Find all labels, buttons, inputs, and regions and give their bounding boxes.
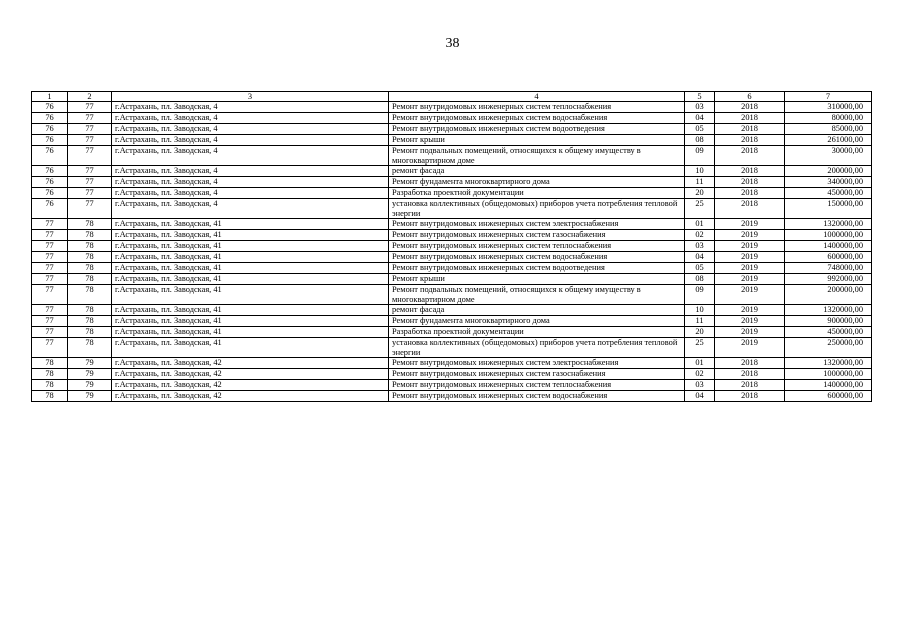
year-cell: 2018 [715, 369, 785, 380]
work-type-cell: Ремонт внутридомовых инженерных систем электроснабжения [389, 219, 685, 230]
row-number-cell: 77 [32, 219, 68, 230]
repair-schedule-table [31, 91, 872, 402]
amount-cell: 450000,00 [785, 188, 872, 199]
work-code-cell: 03 [685, 380, 715, 391]
address-cell: г.Астрахань, пл. Заводская, 4 [112, 135, 389, 146]
year-cell: 2019 [715, 305, 785, 316]
amount-cell: 150000,00 [785, 199, 872, 219]
index-cell: 77 [68, 124, 112, 135]
index-cell: 78 [68, 219, 112, 230]
index-cell: 77 [68, 166, 112, 177]
amount-cell: 900000,00 [785, 316, 872, 327]
work-type-cell: Ремонт внутридомовых инженерных систем газоснабжения [389, 230, 685, 241]
work-code-cell: 01 [685, 358, 715, 369]
work-code-cell: 05 [685, 124, 715, 135]
column-header: 3 [112, 92, 389, 102]
work-code-cell: 03 [685, 241, 715, 252]
work-code-cell: 01 [685, 219, 715, 230]
work-code-cell: 11 [685, 177, 715, 188]
work-type-cell: Ремонт внутридомовых инженерных систем водоотведения [389, 124, 685, 135]
row-number-cell: 77 [32, 252, 68, 263]
row-number-cell: 76 [32, 135, 68, 146]
work-type-cell: Ремонт внутридомовых инженерных систем водоснабжения [389, 391, 685, 402]
table-row [32, 241, 872, 252]
row-number-cell: 78 [32, 358, 68, 369]
index-cell: 77 [68, 188, 112, 199]
row-number-cell: 76 [32, 113, 68, 124]
address-cell: г.Астрахань, пл. Заводская, 4 [112, 199, 389, 219]
work-code-cell: 11 [685, 316, 715, 327]
year-cell: 2019 [715, 219, 785, 230]
row-number-cell: 76 [32, 124, 68, 135]
table-row [32, 188, 872, 199]
row-number-cell: 78 [32, 380, 68, 391]
address-cell: г.Астрахань, пл. Заводская, 4 [112, 102, 389, 113]
row-number-cell: 77 [32, 263, 68, 274]
year-cell: 2018 [715, 358, 785, 369]
work-type-cell: Ремонт внутридомовых инженерных систем электроснабжения [389, 358, 685, 369]
year-cell: 2018 [715, 102, 785, 113]
work-code-cell: 10 [685, 305, 715, 316]
table-row [32, 230, 872, 241]
amount-cell: 992000,00 [785, 274, 872, 285]
work-type-cell: Ремонт фундамента многоквартирного дома [389, 316, 685, 327]
table-row [32, 358, 872, 369]
table-row [32, 113, 872, 124]
work-code-cell: 03 [685, 102, 715, 113]
year-cell: 2018 [715, 135, 785, 146]
column-number-row [32, 92, 872, 102]
table-row [32, 219, 872, 230]
index-cell: 79 [68, 380, 112, 391]
row-number-cell: 77 [32, 285, 68, 305]
index-cell: 77 [68, 177, 112, 188]
year-cell: 2018 [715, 166, 785, 177]
address-cell: г.Астрахань, пл. Заводская, 41 [112, 327, 389, 338]
table-row [32, 391, 872, 402]
work-type-cell: Ремонт внутридомовых инженерных систем водоснабжения [389, 252, 685, 263]
row-number-cell: 76 [32, 177, 68, 188]
row-number-cell: 76 [32, 188, 68, 199]
table-row [32, 135, 872, 146]
work-code-cell: 04 [685, 391, 715, 402]
address-cell: г.Астрахань, пл. Заводская, 4 [112, 166, 389, 177]
address-cell: г.Астрахань, пл. Заводская, 41 [112, 263, 389, 274]
year-cell: 2018 [715, 199, 785, 219]
amount-cell: 250000,00 [785, 338, 872, 358]
row-number-cell: 77 [32, 241, 68, 252]
work-code-cell: 09 [685, 146, 715, 166]
work-type-cell: Ремонт внутридомовых инженерных систем газоснабжения [389, 369, 685, 380]
row-number-cell: 77 [32, 274, 68, 285]
index-cell: 77 [68, 113, 112, 124]
address-cell: г.Астрахань, пл. Заводская, 4 [112, 188, 389, 199]
amount-cell: 1320000,00 [785, 358, 872, 369]
column-header: 7 [785, 92, 872, 102]
address-cell: г.Астрахань, пл. Заводская, 42 [112, 358, 389, 369]
table-row [32, 316, 872, 327]
index-cell: 79 [68, 358, 112, 369]
work-type-cell: Ремонт крыши [389, 135, 685, 146]
work-type-cell: установка коллективных (общедомовых) приборов учета потребления тепловой энергии [389, 338, 685, 358]
work-type-cell: Ремонт внутридомовых инженерных систем теплоснабжения [389, 380, 685, 391]
index-cell: 78 [68, 241, 112, 252]
index-cell: 79 [68, 369, 112, 380]
row-number-cell: 76 [32, 166, 68, 177]
work-type-cell: Ремонт внутридомовых инженерных систем теплоснабжения [389, 102, 685, 113]
row-number-cell: 77 [32, 230, 68, 241]
index-cell: 77 [68, 146, 112, 166]
amount-cell: 200000,00 [785, 285, 872, 305]
work-type-cell: Разработка проектной документации [389, 327, 685, 338]
row-number-cell: 77 [32, 338, 68, 358]
table-row [32, 124, 872, 135]
address-cell: г.Астрахань, пл. Заводская, 4 [112, 113, 389, 124]
amount-cell: 261000,00 [785, 135, 872, 146]
work-type-cell: Ремонт внутридомовых инженерных систем водоснабжения [389, 113, 685, 124]
address-cell: г.Астрахань, пл. Заводская, 4 [112, 146, 389, 166]
table-row [32, 177, 872, 188]
amount-cell: 1400000,00 [785, 241, 872, 252]
row-number-cell: 78 [32, 391, 68, 402]
work-type-cell: ремонт фасада [389, 166, 685, 177]
index-cell: 78 [68, 230, 112, 241]
index-cell: 77 [68, 102, 112, 113]
table-row [32, 369, 872, 380]
address-cell: г.Астрахань, пл. Заводская, 4 [112, 177, 389, 188]
amount-cell: 1000000,00 [785, 230, 872, 241]
address-cell: г.Астрахань, пл. Заводская, 41 [112, 219, 389, 230]
year-cell: 2018 [715, 146, 785, 166]
year-cell: 2019 [715, 274, 785, 285]
work-type-cell: Ремонт крыши [389, 274, 685, 285]
index-cell: 78 [68, 263, 112, 274]
index-cell: 78 [68, 338, 112, 358]
work-code-cell: 04 [685, 252, 715, 263]
row-number-cell: 76 [32, 102, 68, 113]
amount-cell: 1320000,00 [785, 219, 872, 230]
work-code-cell: 08 [685, 135, 715, 146]
year-cell: 2019 [715, 327, 785, 338]
row-number-cell: 76 [32, 199, 68, 219]
column-header: 5 [685, 92, 715, 102]
address-cell: г.Астрахань, пл. Заводская, 42 [112, 369, 389, 380]
index-cell: 78 [68, 285, 112, 305]
amount-cell: 80000,00 [785, 113, 872, 124]
year-cell: 2018 [715, 380, 785, 391]
address-cell: г.Астрахань, пл. Заводская, 41 [112, 274, 389, 285]
work-type-cell: Разработка проектной документации [389, 188, 685, 199]
year-cell: 2019 [715, 316, 785, 327]
address-cell: г.Астрахань, пл. Заводская, 41 [112, 316, 389, 327]
amount-cell: 30000,00 [785, 146, 872, 166]
column-header: 4 [389, 92, 685, 102]
column-header: 1 [32, 92, 68, 102]
work-code-cell: 20 [685, 188, 715, 199]
work-type-cell: Ремонт подвальных помещений, относящихся к общему имуществу в многоквартирном доме [389, 285, 685, 305]
table-row [32, 102, 872, 113]
work-code-cell: 05 [685, 263, 715, 274]
work-type-cell: установка коллективных (общедомовых) приборов учета потребления тепловой энергии [389, 199, 685, 219]
amount-cell: 1320000,00 [785, 305, 872, 316]
table-row [32, 338, 872, 358]
address-cell: г.Астрахань, пл. Заводская, 41 [112, 241, 389, 252]
amount-cell: 600000,00 [785, 391, 872, 402]
work-type-cell: Ремонт подвальных помещений, относящихся к общему имуществу в многоквартирном доме [389, 146, 685, 166]
address-cell: г.Астрахань, пл. Заводская, 41 [112, 252, 389, 263]
amount-cell: 200000,00 [785, 166, 872, 177]
amount-cell: 1400000,00 [785, 380, 872, 391]
address-cell: г.Астрахань, пл. Заводская, 4 [112, 124, 389, 135]
work-code-cell: 10 [685, 166, 715, 177]
amount-cell: 450000,00 [785, 327, 872, 338]
amount-cell: 748000,00 [785, 263, 872, 274]
year-cell: 2019 [715, 252, 785, 263]
table-row [32, 199, 872, 219]
work-type-cell: Ремонт внутридомовых инженерных систем теплоснабжения [389, 241, 685, 252]
index-cell: 78 [68, 274, 112, 285]
table-row [32, 146, 872, 166]
work-code-cell: 25 [685, 338, 715, 358]
index-cell: 78 [68, 252, 112, 263]
work-code-cell: 02 [685, 369, 715, 380]
year-cell: 2019 [715, 241, 785, 252]
address-cell: г.Астрахань, пл. Заводская, 41 [112, 230, 389, 241]
index-cell: 78 [68, 327, 112, 338]
amount-cell: 310000,00 [785, 102, 872, 113]
index-cell: 77 [68, 199, 112, 219]
table-row [32, 305, 872, 316]
work-code-cell: 08 [685, 274, 715, 285]
table-row [32, 252, 872, 263]
address-cell: г.Астрахань, пл. Заводская, 42 [112, 380, 389, 391]
work-code-cell: 02 [685, 230, 715, 241]
year-cell: 2018 [715, 188, 785, 199]
year-cell: 2019 [715, 338, 785, 358]
work-code-cell: 25 [685, 199, 715, 219]
work-type-cell: Ремонт внутридомовых инженерных систем водоотведения [389, 263, 685, 274]
year-cell: 2019 [715, 285, 785, 305]
year-cell: 2019 [715, 263, 785, 274]
table-row [32, 380, 872, 391]
index-cell: 77 [68, 135, 112, 146]
work-type-cell: Ремонт фундамента многоквартирного дома [389, 177, 685, 188]
work-code-cell: 09 [685, 285, 715, 305]
row-number-cell: 77 [32, 316, 68, 327]
work-code-cell: 20 [685, 327, 715, 338]
row-number-cell: 76 [32, 146, 68, 166]
index-cell: 79 [68, 391, 112, 402]
table-row [32, 274, 872, 285]
row-number-cell: 77 [32, 305, 68, 316]
year-cell: 2018 [715, 113, 785, 124]
work-code-cell: 04 [685, 113, 715, 124]
row-number-cell: 78 [32, 369, 68, 380]
column-header: 2 [68, 92, 112, 102]
year-cell: 2018 [715, 177, 785, 188]
year-cell: 2019 [715, 230, 785, 241]
year-cell: 2018 [715, 391, 785, 402]
address-cell: г.Астрахань, пл. Заводская, 41 [112, 305, 389, 316]
table-row [32, 166, 872, 177]
address-cell: г.Астрахань, пл. Заводская, 42 [112, 391, 389, 402]
address-cell: г.Астрахань, пл. Заводская, 41 [112, 338, 389, 358]
table-row [32, 327, 872, 338]
year-cell: 2018 [715, 124, 785, 135]
column-header: 6 [715, 92, 785, 102]
amount-cell: 340000,00 [785, 177, 872, 188]
index-cell: 78 [68, 305, 112, 316]
amount-cell: 1000000,00 [785, 369, 872, 380]
table-row [32, 263, 872, 274]
amount-cell: 85000,00 [785, 124, 872, 135]
work-type-cell: ремонт фасада [389, 305, 685, 316]
page-number: 38 [445, 36, 460, 51]
amount-cell: 600000,00 [785, 252, 872, 263]
address-cell: г.Астрахань, пл. Заводская, 41 [112, 285, 389, 305]
index-cell: 78 [68, 316, 112, 327]
row-number-cell: 77 [32, 327, 68, 338]
table-row [32, 285, 872, 305]
